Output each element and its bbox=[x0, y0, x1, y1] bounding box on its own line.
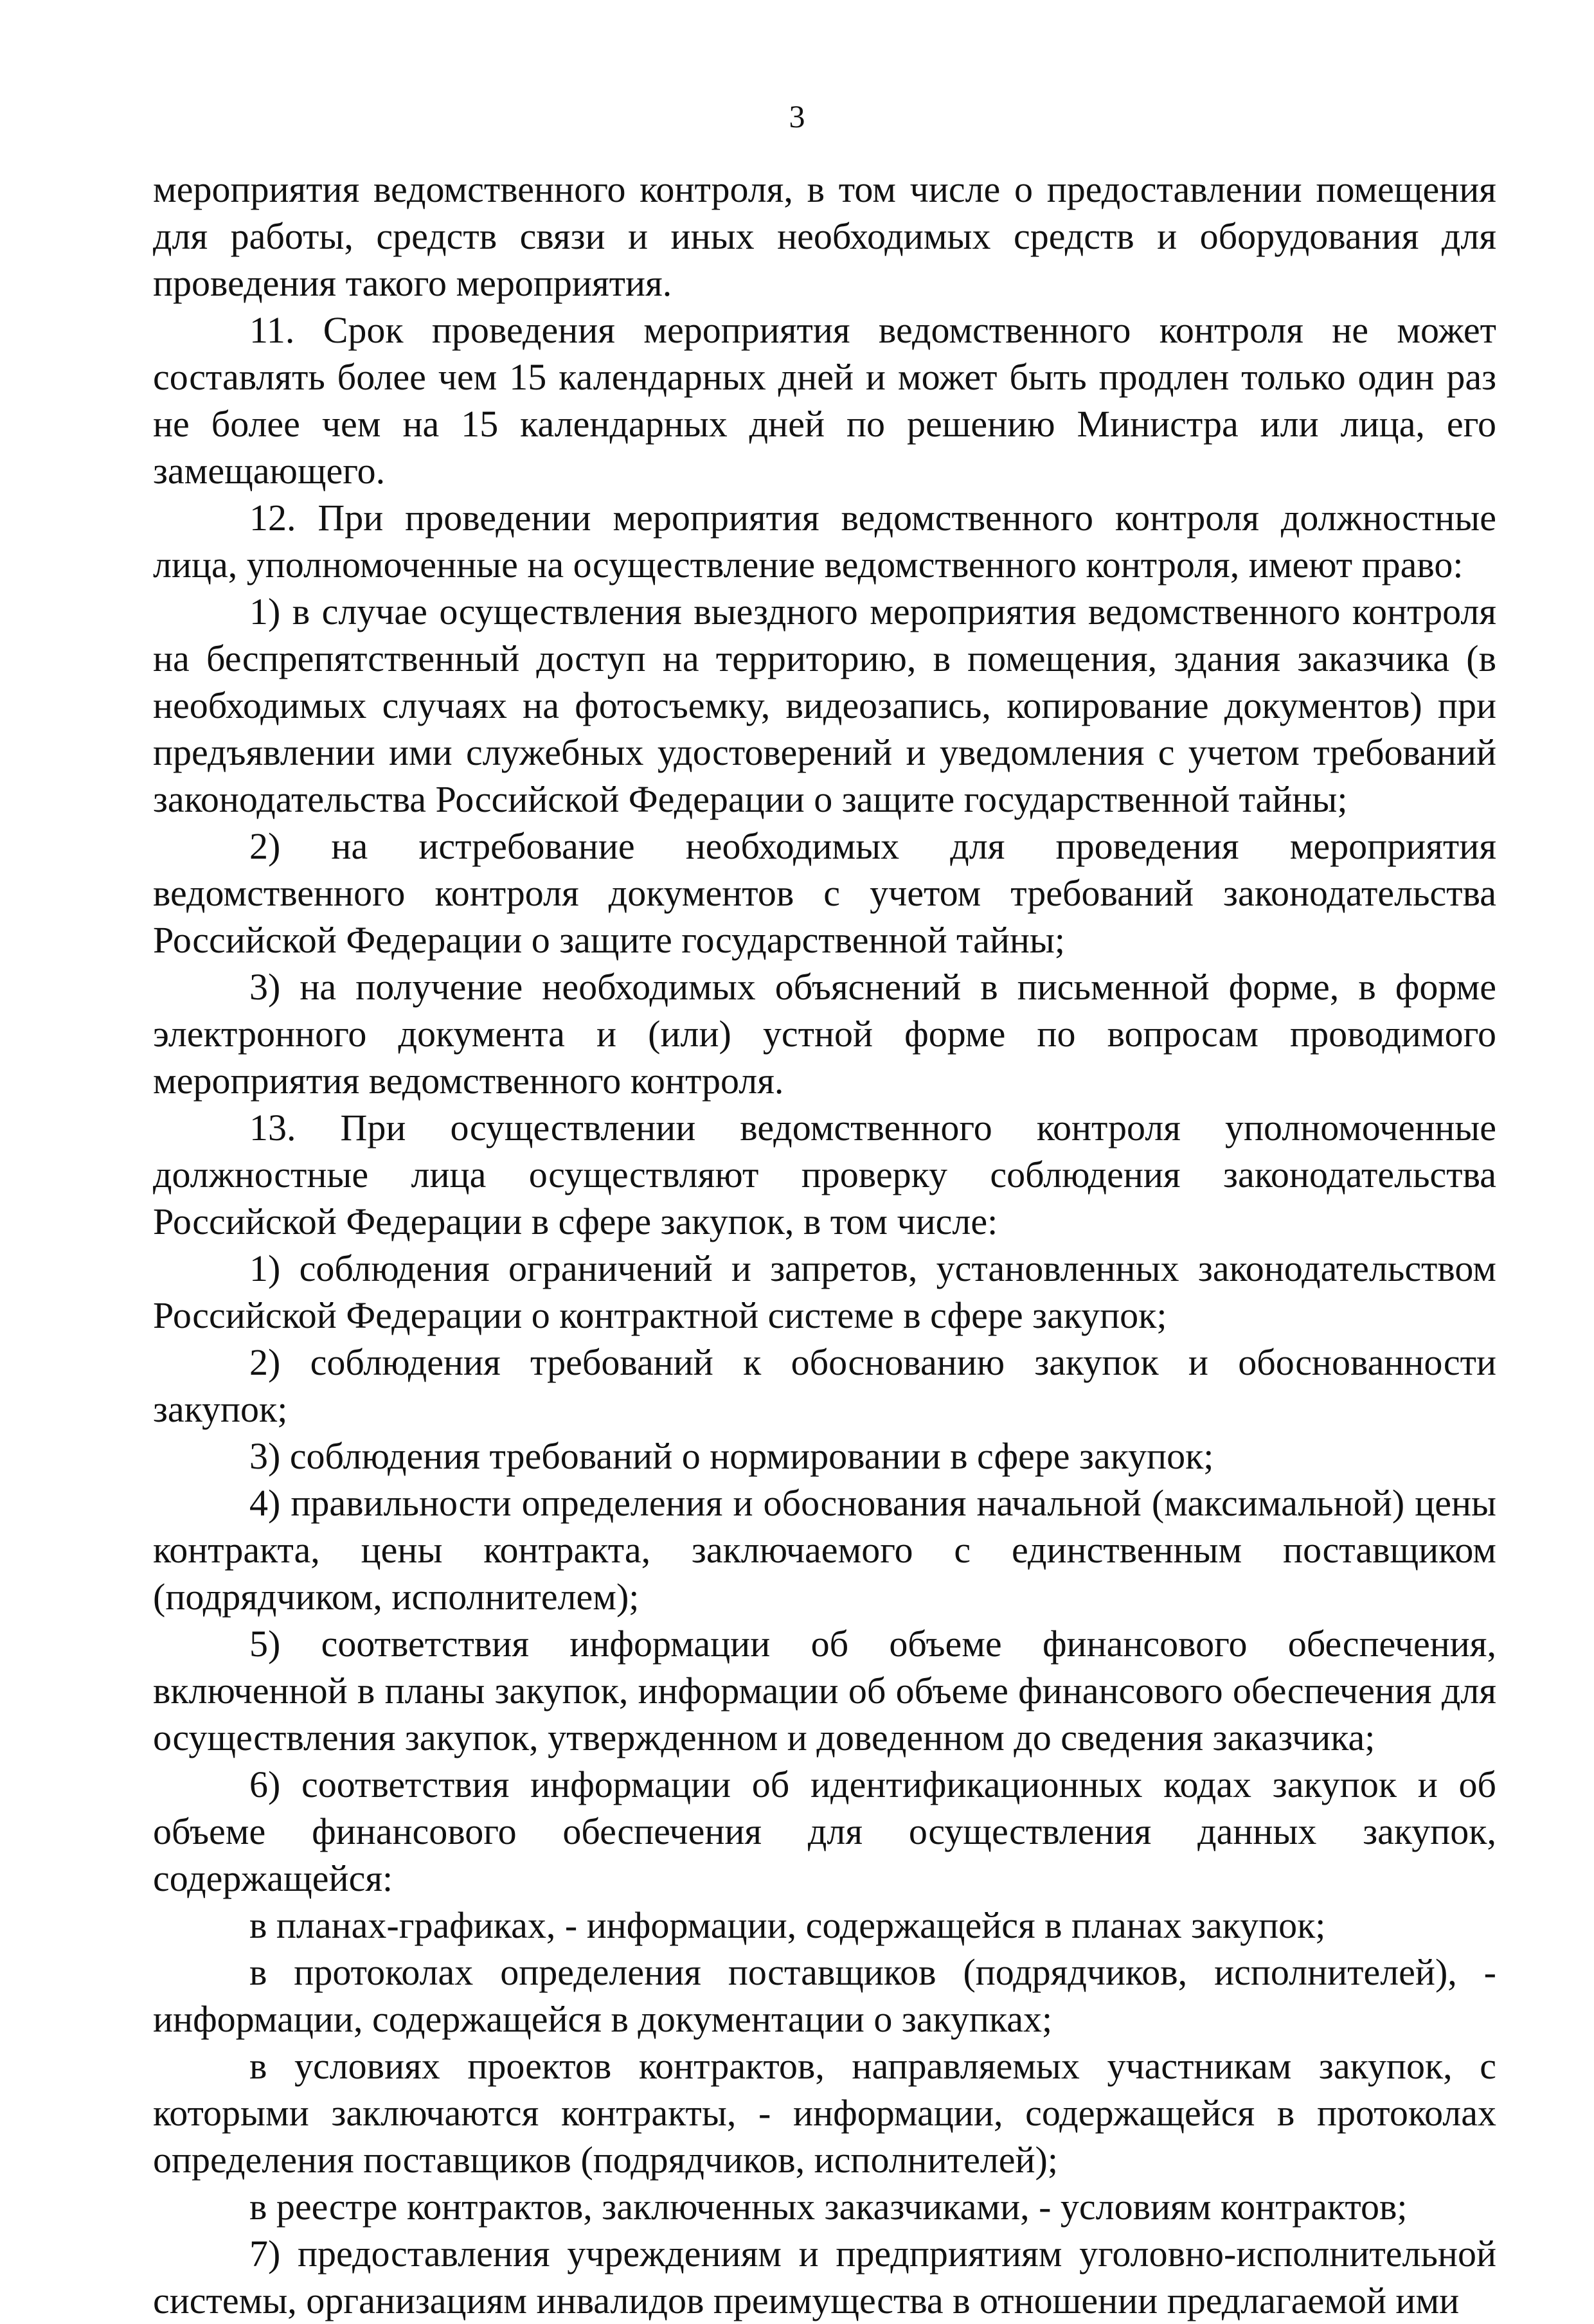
paragraph-13-item-1: 1) соблюдения ограничений и запретов, установленных законодательством Российской Федерации о контрактной системе в сфере закупок; bbox=[153, 1247, 1496, 1336]
paragraph-11: 11. Срок проведения мероприятия ведомственного контроля не может составлять более чем 15 календарных дней и может быть продлен только один раз не более чем на 15 календарных дней по решению Министра или лица, его замещающего. bbox=[153, 309, 1496, 492]
paragraph-13-item-3: 3) соблюдения требований о нормировании в сфере закупок; bbox=[249, 1435, 1214, 1477]
paragraph-12-item-1: 1) в случае осуществления выездного мероприятия ведомственного контроля на беспрепятственный доступ на территорию, в помещения, здания заказчика (в необходимых случаях на фотосъемку, видеозапись, копирование документов) при предъявлении ими служебных удостоверений и уведомления с учетом требований законодательства Российской Федерации о защите государственной тайны; bbox=[153, 591, 1496, 820]
body-text bbox=[153, 166, 1496, 2324]
paragraph-13-item-6-sub-1: в планах-графиках, - информации, содержащейся в планах закупок; bbox=[249, 1904, 1326, 1946]
paragraph-12-item-3: 3) на получение необходимых объяснений в письменной форме, в форме электронного документа и (или) устной форме по вопросам проводимого мероприятия ведомственного контроля. bbox=[153, 966, 1496, 1102]
paragraph-13-item-6: 6) соответствия информации об идентификационных кодах закупок и об объеме финансового обеспечения для осуществления данных закупок, содержащейся: bbox=[153, 1764, 1496, 1899]
paragraph-13: 13. При осуществлении ведомственного контроля уполномоченные должностные лица осуществляют проверку соблюдения законодательства Российской Федерации в сфере закупок, в том числе: bbox=[153, 1107, 1496, 1242]
paragraph-13-item-6-sub-2: в протоколах определения поставщиков (подрядчиков, исполнителей), - информации, содержащейся в документации о закупках; bbox=[153, 1951, 1496, 2040]
paragraph-13-item-6-sub-4: в реестре контрактов, заключенных заказчиками, - условиям контрактов; bbox=[249, 2186, 1408, 2228]
page-number: 3 bbox=[789, 98, 805, 134]
paragraph-12-item-2: 2) на истребование необходимых для проведения мероприятия ведомственного контроля документов с учетом требований законодательства Российской Федерации о защите государственной тайны; bbox=[153, 825, 1496, 961]
paragraph-13-item-4: 4) правильности определения и обоснования начальной (максимальной) цены контракта, цены контракта, заключаемого с единственным поставщиком (подрядчиком, исполнителем); bbox=[153, 1482, 1496, 1618]
paragraph-13-item-7: 7) предоставления учреждениям и предприятиям уголовно-исполнительной системы, организациям инвалидов преимущества в отношении предлагаемой ими bbox=[153, 2233, 1496, 2321]
paragraph-12: 12. При проведении мероприятия ведомственного контроля должностные лица, уполномоченные на осуществление ведомственного контроля, имеют право: bbox=[153, 497, 1496, 585]
paragraph-continuation: мероприятия ведомственного контроля, в том числе о предоставлении помещения для работы, средств связи и иных необходимых средств и оборудования для проведения такого мероприятия. bbox=[153, 168, 1496, 304]
paragraph-13-item-6-sub-3: в условиях проектов контрактов, направляемых участникам закупок, с которыми заключаются контракты, - информации, содержащейся в протоколах определения поставщиков (подрядчиков, исполнителей); bbox=[153, 2045, 1496, 2181]
paragraph-13-item-5: 5) соответствия информации об объеме финансового обеспечения, включенной в планы закупок, информации об объеме финансового обеспечения для осуществления закупок, утвержденном и доведенном до сведения заказчика; bbox=[153, 1623, 1496, 1758]
paragraph-13-item-2: 2) соблюдения требований к обоснованию закупок и обоснованности закупок; bbox=[153, 1341, 1496, 1430]
